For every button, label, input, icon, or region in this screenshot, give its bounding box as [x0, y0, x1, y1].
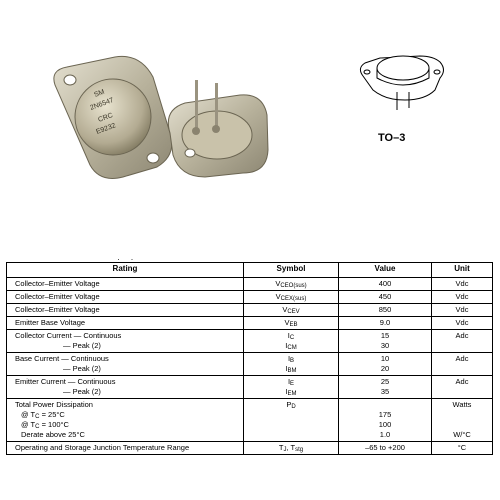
symbol-text-sub: CEX(sus) [280, 296, 307, 302]
unit-text: W/°C [453, 430, 471, 439]
rating-text: Collector Current — Continuous [15, 331, 122, 340]
symbol-text: $I_{CM}$ [285, 341, 297, 351]
value-cell [339, 442, 432, 455]
unit-text: Vdc [455, 292, 469, 301]
symbol-text: $P_D$ [286, 400, 296, 410]
value-text: 15 [380, 331, 390, 340]
symbol-cell [244, 291, 339, 304]
value-text: 1.0 [379, 430, 391, 439]
transistor-photo [45, 55, 270, 180]
value-cell [339, 330, 432, 353]
unit-cell [432, 291, 493, 304]
unit-text: Vdc [455, 305, 469, 314]
value-text: –65 to +200 [365, 443, 405, 452]
value-cell [339, 291, 432, 304]
value-text: 850 [378, 305, 392, 314]
unit-text: Adc [455, 331, 469, 340]
table-row [7, 376, 493, 399]
symbol-cell [244, 304, 339, 317]
unit-text: Watts [452, 400, 472, 409]
package-label: TO–3 [378, 132, 406, 144]
rating-text: Base Current — Continuous [15, 354, 109, 363]
rating-cell [7, 317, 244, 330]
unit-cell [432, 330, 493, 353]
transistor-back-view [168, 80, 268, 177]
rating-cell [7, 353, 244, 376]
unit-text: °C [457, 443, 467, 452]
separator-dots: · · [117, 254, 138, 264]
unit-cell [432, 353, 493, 376]
table-row [7, 317, 493, 330]
symbol-text-sub: EM [287, 391, 297, 397]
symbol-text: $T_J$, $T_{stg}$ [278, 443, 304, 453]
header-symbol: Symbol [244, 263, 339, 278]
value-text: 20 [380, 364, 390, 373]
rating-text: Collector–Emitter Voltage [15, 279, 100, 288]
symbol-cell [244, 353, 339, 376]
symbol-cell [244, 399, 339, 442]
value-cell [339, 317, 432, 330]
unit-cell [432, 442, 493, 455]
unit-cell [432, 376, 493, 399]
symbol-text: $V_{CEV}$ [282, 305, 300, 315]
symbol-text-sub: CEV [287, 309, 300, 315]
value-text: 100 [378, 420, 392, 429]
symbol-cell [244, 376, 339, 399]
unit-text: Adc [455, 377, 469, 386]
symbol-cell [244, 317, 339, 330]
table-row-temp [7, 442, 493, 455]
rating-text: Emitter Base Voltage [15, 318, 86, 327]
rating-cell [7, 376, 244, 399]
value-cell [339, 353, 432, 376]
rating-sub: C [35, 424, 40, 430]
rating-cell [7, 278, 244, 291]
rating-text: Collector–Emitter Voltage [15, 292, 100, 301]
unit-text: Adc [455, 354, 469, 363]
rating-cell [7, 399, 244, 442]
value-text: 450 [378, 292, 392, 301]
symbol-cell [244, 330, 339, 353]
rating-text: Operating and Storage Junction Temperature Range [15, 443, 190, 452]
rating-text: Emitter Current — Continuous [15, 377, 116, 386]
maximum-ratings-table [6, 262, 493, 455]
symbol-cell [244, 278, 339, 291]
marking-line2: 2N6547 [89, 96, 115, 112]
value-text: 25 [380, 377, 390, 386]
value-text: 10 [380, 354, 390, 363]
unit-cell [432, 399, 493, 442]
unit-cell [432, 317, 493, 330]
unit-spacer [436, 410, 488, 430]
rating-text: — Peak (2) [63, 387, 101, 396]
value-text: 175 [378, 410, 392, 419]
symbol-cell [244, 442, 339, 455]
rating-text: — Peak (2) [63, 364, 101, 373]
symbol-text-sub: C [289, 335, 295, 341]
value-text: 9.0 [379, 318, 391, 327]
table-row-power [7, 399, 493, 442]
symbol-sub: stg [295, 447, 304, 453]
symbol-text-sub: BM [287, 368, 297, 374]
marking-line4: E9232 [95, 122, 117, 136]
to3-outline-icon [355, 48, 450, 113]
header-value: Value [339, 263, 432, 278]
rating-cell [7, 304, 244, 317]
marking-line1: SM [93, 88, 106, 99]
symbol-text-sub: B [290, 358, 295, 364]
symbol-text: $I_C$ [287, 331, 295, 341]
value-text: 400 [378, 279, 392, 288]
rating-text: Collector–Emitter Voltage [15, 305, 100, 314]
value-text: 35 [380, 387, 390, 396]
value-cell [339, 376, 432, 399]
value-text: 30 [380, 341, 390, 350]
value-cell [339, 304, 432, 317]
symbol-text: $V_{CEX(sus)}$ [275, 292, 307, 302]
rating-text: @ $T_C = 25^\circ C$ [21, 410, 65, 420]
header-unit: Unit [432, 263, 493, 278]
symbol-text: $V_{EB}$ [284, 318, 298, 328]
symbol-text-sub: D [291, 404, 296, 410]
rating-text: Derate above 25°C [21, 430, 85, 439]
value-cell [339, 278, 432, 291]
table-row [7, 291, 493, 304]
rating-text: Total Power Dissipation [15, 400, 93, 409]
symbol-text: $I_E$ [287, 377, 295, 387]
symbol-text: $I_B$ [287, 354, 295, 364]
value-cell [339, 399, 432, 442]
unit-text: Vdc [455, 318, 469, 327]
symbol-text-sub: CM [287, 345, 297, 351]
symbol-text: $V_{CEO(sus)}$ [275, 279, 307, 289]
rating-sub: C [35, 414, 40, 420]
transistor-front-view [54, 56, 172, 178]
value-spacer [343, 400, 427, 410]
symbol-sub: J [283, 447, 287, 453]
rating-cell [7, 442, 244, 455]
marking-line3: CRC [97, 112, 114, 124]
symbol-text: $I_{BM}$ [285, 364, 297, 374]
header-rating: Rating [7, 263, 244, 278]
symbol-text-sub: E [290, 381, 295, 387]
table-row [7, 330, 493, 353]
symbol-text-sub: CEO(sus) [280, 283, 307, 289]
symbol-text: $I_{EM}$ [285, 387, 297, 397]
unit-text: Vdc [455, 279, 469, 288]
rating-cell [7, 291, 244, 304]
unit-cell [432, 304, 493, 317]
table-row [7, 353, 493, 376]
table-row [7, 278, 493, 291]
rating-cell [7, 330, 244, 353]
unit-cell [432, 278, 493, 291]
rating-text: — Peak (2) [63, 341, 101, 350]
symbol-text-sub: EB [289, 322, 298, 328]
table-row [7, 304, 493, 317]
rating-text: @ $T_C = 100^\circ C$ [21, 420, 69, 430]
table-header-row [7, 263, 493, 278]
